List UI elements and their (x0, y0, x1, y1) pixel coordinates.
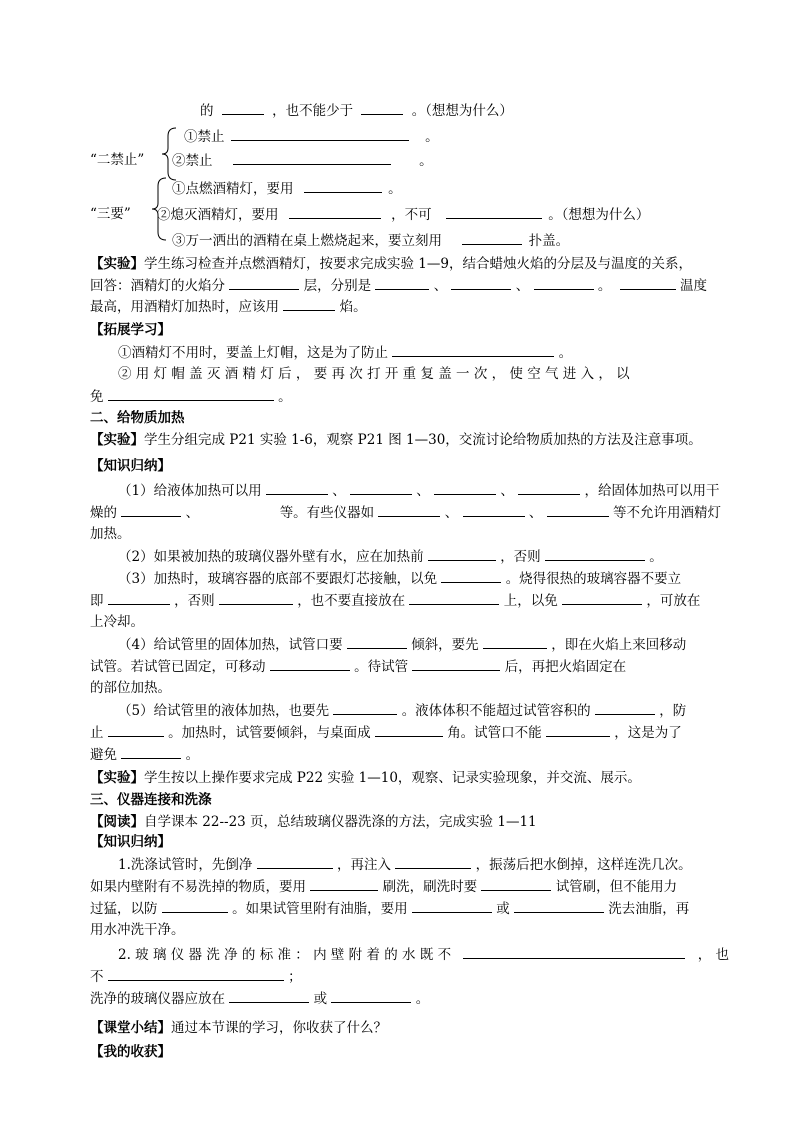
text-line (118, 634, 686, 655)
text-line (90, 502, 721, 523)
blank[interactable] (409, 590, 499, 605)
text-line (118, 700, 686, 721)
text-line (90, 898, 689, 919)
text: （4）给试管里的固体加热，试管口要 (118, 637, 343, 653)
text: 扑盖。 (528, 233, 570, 249)
text: 、 (185, 505, 200, 521)
text-line: ② 用 灯 帽 盖 灭 酒 精 灯 后 ， 要 再 次 打 开 重 复 盖 一 次 ， 使 空 气 进 入 ， 以 (118, 366, 630, 382)
text: 。加热时，试管要倾斜，与桌面成 (168, 725, 371, 741)
text: 自学课本 22--23 页，总结玻璃仪器洗涤的方法，完成实验 1—11 (144, 814, 537, 830)
section-heading: 【知识归纳】 (90, 458, 171, 474)
text-line (200, 100, 513, 121)
blank[interactable] (518, 480, 580, 495)
text: 等。有些仪器如 (279, 505, 375, 521)
text-line (90, 275, 707, 296)
text: ，可放在 (646, 593, 701, 609)
section-tag: 【课堂小结】 (90, 1020, 171, 1036)
blank[interactable] (231, 126, 409, 141)
text: 上，以免 (503, 593, 558, 609)
blank[interactable] (270, 656, 350, 671)
blank[interactable] (266, 480, 328, 495)
blank[interactable] (233, 150, 391, 165)
blank[interactable] (350, 480, 412, 495)
blank[interactable] (162, 898, 228, 913)
blank[interactable] (395, 854, 471, 869)
text: ，给固体加热可以用干 (584, 483, 720, 499)
text: 或 (496, 901, 510, 917)
text: 1.洗涤试管时，先倒净 (118, 857, 253, 873)
text: ，不可 (391, 207, 432, 223)
blank[interactable] (428, 546, 496, 561)
text: 。 (558, 345, 573, 361)
text-line (90, 876, 677, 897)
text: 学生按以上操作要求完成 P22 实验 1—10，观察、记录实验现象，并交流、展示。 (144, 770, 641, 786)
text-line (172, 230, 569, 251)
text-line (90, 966, 302, 987)
blank[interactable] (283, 296, 335, 311)
text: ②熄灭酒精灯，要用 (157, 207, 279, 223)
text: 学生练习检查并点燃酒精灯，按要求完成实验 1—9，结合蜡烛火焰的分层及与温度的关系， (144, 256, 692, 272)
text: 后，再把火焰固定在 (504, 659, 627, 675)
text: ； (288, 969, 302, 985)
text: 。 (415, 991, 430, 1007)
text: 等不允许用酒精灯 (612, 505, 721, 521)
blank[interactable] (412, 898, 492, 913)
text: 。 (419, 153, 433, 169)
text: 的 (200, 103, 214, 119)
text: ，防 (659, 703, 687, 719)
text: 角。试管口不能 (447, 725, 542, 741)
text: 。 (425, 129, 439, 145)
text: 试管刷，但不能用力 (555, 879, 678, 895)
text: 学生分组完成 P21 实验 1-6，观察 P21 图 1—30，交流讨论给物质加热的方法及注意事项。 (144, 432, 702, 448)
text: 。（想想为什么） (548, 207, 650, 223)
text: 试管。若试管已固定，可移动 (90, 659, 266, 675)
text: 免 (90, 389, 104, 405)
blank[interactable] (347, 634, 407, 649)
blank[interactable] (463, 944, 685, 959)
text-line (172, 150, 433, 171)
text: 。如果试管里附有油脂，要用 (232, 901, 408, 917)
text: ①禁止 (184, 129, 225, 145)
section-tag: 【实验】 (90, 770, 144, 786)
blank[interactable] (229, 988, 309, 1003)
text: 。 (388, 181, 402, 197)
text: 层，分别是 (303, 278, 372, 294)
text-line (90, 296, 367, 317)
text: 倾斜，要先 (411, 637, 479, 653)
blank[interactable] (378, 502, 440, 517)
text-line (90, 590, 700, 611)
text-line (118, 944, 729, 965)
blank[interactable] (595, 700, 655, 715)
text: ，也不能少于 (272, 103, 354, 119)
text: 最高，用酒精灯加热时，应该用 (90, 299, 279, 315)
blank[interactable] (361, 100, 403, 115)
text: 。待试管 (354, 659, 409, 675)
text: （1）给液体加热可以用 (118, 483, 262, 499)
text: ①点燃酒精灯，要用 (172, 181, 294, 197)
blank[interactable] (310, 876, 378, 891)
blank[interactable] (446, 204, 542, 219)
text-line (90, 988, 429, 1009)
text: 刷洗，刷洗时要 (382, 879, 478, 895)
blank[interactable] (219, 590, 293, 605)
text: ， 也 (697, 947, 730, 963)
text-line (157, 204, 649, 225)
text-line (90, 430, 702, 450)
text: 2. 玻 璃 仪 器 洗 净 的 标 准 ： 内 壁 附 着 的 水 既 不 (118, 947, 452, 963)
section-heading: 三、仪器连接和洗涤 (90, 792, 212, 808)
text: ③万一洒出的酒精在桌上燃烧起来，要立刻用 (172, 233, 442, 249)
text-line (118, 854, 692, 875)
text: （5）给试管里的液体加热，也要先 (118, 703, 330, 719)
blank[interactable] (462, 230, 522, 245)
text: ，即在火焰上来回移动 (551, 637, 687, 653)
blank[interactable] (121, 744, 181, 759)
text: 即 (90, 593, 104, 609)
text-line (90, 656, 626, 677)
blank[interactable] (545, 546, 645, 561)
blank[interactable] (375, 275, 429, 290)
text: 、 (528, 505, 543, 521)
blank[interactable] (222, 100, 264, 115)
blank[interactable] (441, 568, 501, 583)
text: 、 (515, 278, 530, 294)
section-tag: 【阅读】 (90, 814, 144, 830)
blank[interactable] (108, 966, 284, 981)
text: 不 (90, 969, 104, 985)
text-line: 的部位加热。 (90, 680, 171, 696)
text-line (184, 126, 439, 147)
blank[interactable] (547, 502, 609, 517)
text: 、 (416, 483, 430, 499)
blank[interactable] (412, 656, 500, 671)
text: ，也不要直接放在 (297, 593, 406, 609)
rule-label: “三要” (90, 206, 131, 222)
blank[interactable] (289, 204, 381, 219)
text: 。 (597, 278, 612, 294)
text: 燥的 (90, 505, 117, 521)
text: 。 (185, 747, 200, 763)
text: 。液体体积不能超过试管容积的 (401, 703, 591, 719)
text: 、 (433, 278, 448, 294)
text: ，否则 (174, 593, 215, 609)
text-line (90, 744, 199, 765)
text: 。 (278, 389, 292, 405)
text-line (90, 722, 682, 743)
blank[interactable] (375, 722, 443, 737)
text: 洗净的玻璃仪器应放在 (90, 991, 225, 1007)
text-line: 加热。 (90, 526, 131, 542)
text-line (90, 386, 292, 407)
text: 焰。 (339, 299, 367, 315)
text: 如果内壁附有不易洗掉的物质，要用 (90, 879, 306, 895)
blank[interactable] (620, 275, 676, 290)
section-heading: 【知识归纳】 (90, 834, 171, 850)
blank[interactable] (304, 178, 382, 193)
text: （3）加热时，玻璃容器的底部不要跟灯芯接触，以免 (118, 571, 438, 587)
blank[interactable] (534, 275, 594, 290)
text: 。 (649, 549, 663, 565)
blank[interactable] (108, 722, 164, 737)
blank[interactable] (546, 722, 610, 737)
blank[interactable] (434, 480, 496, 495)
text: ①酒精灯不用时，要盖上灯帽，这是为了防止 (118, 345, 388, 361)
text: 通过本节课的学习，你收获了什么？ (171, 1020, 387, 1036)
text: 、 (500, 483, 514, 499)
text: 。烧得很热的玻璃容器不要立 (505, 571, 682, 587)
text: （2）如果被加热的玻璃仪器外壁有水，应在加热前 (118, 549, 424, 565)
text-line (118, 480, 719, 501)
text: ，再注入 (336, 857, 391, 873)
text: ，振荡后把水倒掉，这样连洗几次。 (475, 857, 692, 873)
blank[interactable] (483, 634, 547, 649)
text: 温度 (679, 278, 707, 294)
text-line (90, 254, 692, 274)
blank[interactable] (514, 898, 604, 913)
blank[interactable] (463, 502, 525, 517)
text-line (90, 768, 641, 788)
text-line (118, 342, 572, 363)
text: 、 (444, 505, 459, 521)
text: ，这是为了 (614, 725, 682, 741)
text-line (118, 568, 681, 589)
text-line (90, 812, 537, 832)
text-line (90, 1018, 387, 1038)
text-line: 上冷却。 (90, 614, 144, 630)
section-tag: 【实验】 (90, 432, 144, 448)
blank[interactable] (108, 386, 274, 401)
text: ②禁止 (172, 153, 213, 169)
text: 避免 (90, 747, 117, 763)
section-tag: 【实验】 (90, 256, 144, 272)
section-heading: 【我的收获】 (90, 1044, 171, 1060)
section-heading: 【拓展学习】 (90, 322, 171, 338)
text: 洗去油脂，再 (608, 901, 690, 917)
blank[interactable] (229, 275, 299, 290)
blank[interactable] (392, 342, 554, 357)
blank[interactable] (108, 590, 170, 605)
rule-label: “二禁止” (90, 152, 145, 168)
text: 、 (332, 483, 346, 499)
text-line (172, 178, 402, 199)
text: 止 (90, 725, 104, 741)
blank[interactable] (257, 854, 333, 869)
text: 过猛，以防 (90, 901, 158, 917)
blank[interactable] (331, 988, 411, 1003)
text-line: 用水冲洗干净。 (90, 922, 185, 938)
blank[interactable] (481, 876, 551, 891)
blank[interactable] (562, 590, 642, 605)
text: ，否则 (500, 549, 541, 565)
text: 回答：酒精灯的火焰分 (90, 278, 225, 294)
text: 。（想想为什么） (411, 103, 513, 119)
text-line (118, 546, 663, 567)
blank[interactable] (121, 502, 181, 517)
text: 或 (313, 991, 328, 1007)
blank[interactable] (451, 275, 511, 290)
section-heading: 二、给物质加热 (90, 410, 185, 426)
blank[interactable] (333, 700, 397, 715)
